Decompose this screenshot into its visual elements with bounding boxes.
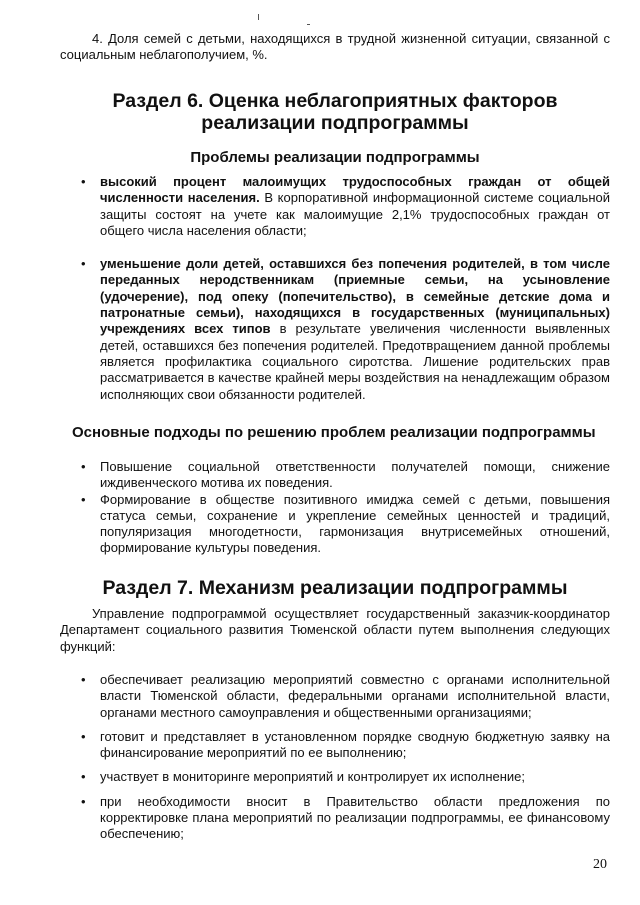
bullet-icon: •	[81, 672, 86, 687]
list-item	[60, 459, 610, 492]
list-item	[60, 769, 610, 785]
bullet-icon: •	[81, 256, 86, 272]
bullet-icon: •	[81, 793, 86, 809]
item-text: при необходимости вносит в Правительство области предложения по корректировке плана мероприятий по реализации подпрограммы, ее финансовому обеспечению;	[100, 793, 610, 842]
item-text: в результате увеличения численности выявленных детей, оставшихся без попечения родителей. Предотвращением данной проблемы является профилактика социального сиротства. Лишение родительских прав рассматривается в качестве крайней меры воздействия на ненадлежащим образом исполняющих свои обязанности родителей.	[100, 321, 610, 402]
item-text: участвует в мониторинге мероприятий и контролирует их исполнение;	[100, 769, 526, 785]
section-7-title: Раздел 7. Механизм реализации подпрограммы	[102, 577, 568, 599]
list-item	[60, 729, 610, 762]
item-text: В корпоративной информационной системе социальной защиты состоят на учете как малоимущие 2,1% трудоспособных граждан от общего числа населения области;	[100, 190, 610, 238]
page-number: 20	[593, 857, 607, 872]
scan-artifact	[307, 24, 310, 25]
item-bold: уменьшение доли детей, оставшихся без попечения родителей, в том числе переданных неродственникам (приемные семьи, на усыновление (удочерение), под опеку (попечительство), в семейные детские дома и патронатные семьи), находящихся в государственных (муниципальных) учреждениях всех типов	[100, 256, 610, 337]
approaches-list	[60, 459, 610, 557]
bullet-icon: •	[81, 174, 86, 189]
item-text: обеспечивает реализацию мероприятий совместно с органами исполнительной власти Тюменской области, федеральными органами исполнительной власти, органами местного самоуправления и общественными организациями;	[100, 672, 610, 720]
functions-list	[60, 672, 610, 843]
problems-heading: Проблемы реализации подпрограммы	[190, 149, 480, 166]
list-item	[60, 492, 610, 557]
list-item	[60, 256, 610, 403]
item-text: Формирование в обществе позитивного имиджа семей с детьми, повышения статуса семьи, сохранение и укрепление семейных ценностей и традиций, популяризация многодетности, гармонизация внутрисемейных отношений, формирование культуры поведения.	[100, 491, 610, 556]
bullet-icon: •	[81, 769, 86, 785]
section-7-paragraph: Управление подпрограммой осуществляет государственный заказчик-координатор Департамент социального развития Тюменской области путем выполнения следующих функций:	[60, 606, 610, 654]
bullet-icon: •	[81, 728, 86, 744]
list-item	[60, 794, 610, 843]
item-text: Повышение социальной ответственности получателей помощи, снижение иждивенческого мотива их поведения.	[100, 459, 610, 491]
list-item	[60, 174, 610, 239]
bullet-icon: •	[81, 491, 86, 507]
section-6-title: Раздел 6. Оценка неблагоприятных факторов реализации подпрограммы	[112, 90, 558, 134]
scan-artifact	[258, 14, 259, 20]
bullet-icon: •	[81, 459, 86, 474]
problems-list	[60, 174, 610, 403]
item-bold: высокий процент малоимущих трудоспособных граждан от общей численности населения.	[100, 174, 610, 206]
item-text: готовит и представляет в установленном порядке сводную бюджетную заявку на финансирование мероприятий по ее выполнению;	[100, 728, 610, 761]
intro-paragraph: 4. Доля семей с детьми, находящихся в трудной жизненной ситуации, связанной с социальным неблагополучием, %.	[60, 31, 610, 63]
approaches-heading: Основные подходы по решению проблем реализации подпрограммы	[72, 424, 596, 441]
list-item	[60, 672, 610, 721]
